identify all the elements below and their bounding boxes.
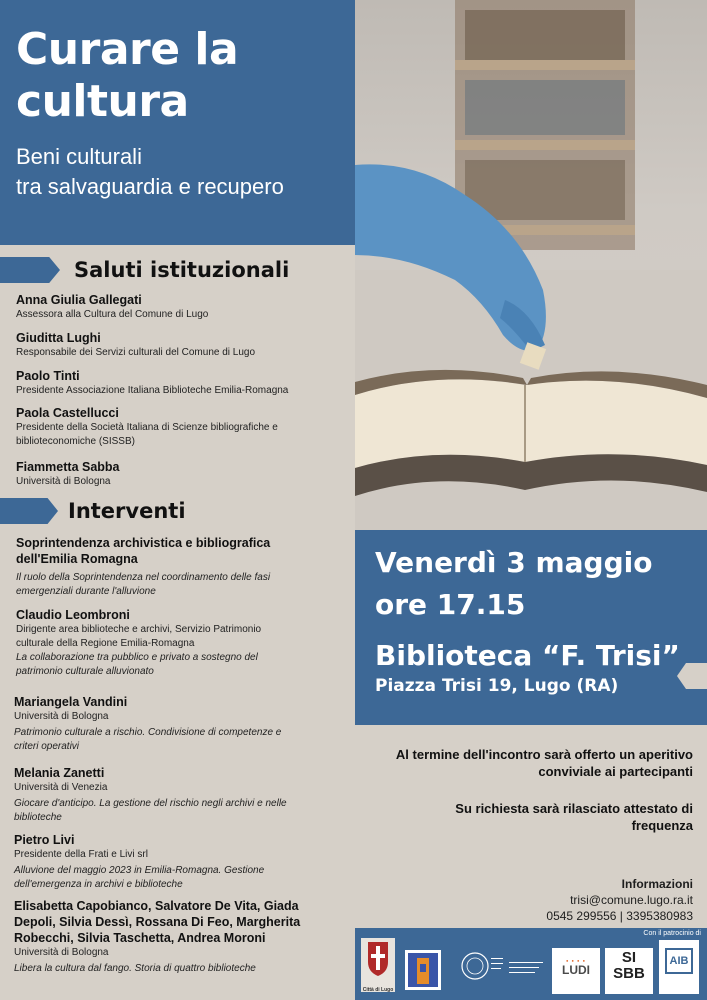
tower-icon bbox=[405, 950, 441, 990]
interventi-header: Interventi bbox=[0, 498, 300, 526]
department-text-icon bbox=[507, 950, 547, 990]
intervento-item: Melania Zanetti Università di Venezia Giocare d'anticipo. La gestione del rischio negli archivi e nelle biblioteche bbox=[14, 766, 287, 823]
saluti-person: Paola Castellucci Presidente della Società Italiana di Scienze bibliografiche e biblioteconomiche (SISSB) bbox=[16, 406, 278, 447]
book-photo bbox=[355, 0, 707, 530]
interventi-arrow-icon bbox=[0, 498, 58, 524]
intervento-item: Pietro Livi Presidente della Frati e Livi srl Alluvione del maggio 2023 in Emilia-Romagna. Gestione dell'emergenza in archivi e biblioteche bbox=[14, 833, 265, 890]
title-block bbox=[0, 0, 355, 245]
event-time: ore 17.15 bbox=[375, 588, 526, 621]
intervento-item: Mariangela Vandini Università di Bologna Patrimonio culturale a rischio. Condivisione di competenze e criteri operativi bbox=[14, 695, 282, 752]
tower-logo bbox=[405, 950, 441, 990]
note-attestato: Su richiesta sarà rilasciato attestato di frequenza bbox=[455, 801, 693, 833]
main-title: Curare la cultura bbox=[16, 24, 239, 127]
saluti-person: Paolo Tinti Presidente Associazione Italiana Biblioteche Emilia-Romagna bbox=[16, 369, 289, 396]
lugo-crest-icon bbox=[361, 938, 395, 982]
aib-logo: AIB bbox=[659, 940, 699, 994]
patrocinio-label: Con il patrocinio di bbox=[643, 930, 701, 937]
intervento-item: Soprintendenza archivistica e bibliografica dell'Emilia Romagna Il ruolo della Soprintendenza nel coordinamento delle fasi emergenziali durante l'alluvione bbox=[16, 536, 271, 597]
info-phones: 0545 299556 | 3395380983 bbox=[546, 909, 693, 923]
event-date: Venerdì 3 maggio bbox=[375, 546, 653, 579]
saluti-header: Saluti istituzionali bbox=[0, 257, 300, 285]
intervento-item: Claudio Leombroni Dirigente area biblioteche e archivi, Servizio Patrimonio culturale della Regione Emilia-Romagna La collaborazione tra pubblico e privato a sostegno del patrimonio culturale alluvionato bbox=[16, 608, 262, 677]
saluti-arrow-icon bbox=[0, 257, 60, 283]
saluti-person: Giuditta Lughi Responsabile dei Servizi culturali del Comune di Lugo bbox=[16, 331, 256, 358]
event-address: Piazza Trisi 19, Lugo (RA) bbox=[375, 676, 619, 696]
ludi-logo: ● ● ● ● LUDI bbox=[552, 948, 600, 994]
event-box bbox=[355, 530, 707, 725]
saluti-person: Fiammetta Sabba Università di Bologna bbox=[16, 460, 120, 487]
book-illustration bbox=[355, 0, 707, 530]
department-logo bbox=[507, 950, 547, 990]
subtitle: Beni culturali tra salvaguardia e recupero bbox=[16, 144, 284, 199]
info-heading: Informazioni bbox=[621, 877, 693, 891]
info-block bbox=[546, 876, 693, 924]
saluti-person: Anna Giulia Gallegati Assessora alla Cultura del Comune di Lugo bbox=[16, 293, 209, 320]
sissb-logo: SI SBB bbox=[605, 948, 653, 994]
logo-band bbox=[355, 928, 707, 1000]
info-email[interactable]: trisi@comune.lugo.ra.it bbox=[570, 893, 693, 907]
unibo-logo bbox=[459, 950, 505, 990]
lugo-logo: Città di Lugo bbox=[361, 938, 395, 992]
unibo-seal-icon bbox=[459, 950, 505, 990]
event-venue: Biblioteca “F. Trisi” bbox=[375, 639, 680, 672]
intervento-item: Elisabetta Capobianco, Salvatore De Vita, Giada Depoli, Silvia Dessì, Rossana Di Feo, Margherita Robecchi, Silvia Taschetta, Andrea Moroni Università di Bologna Libera la cultura dal fango. Storia di quattro biblioteche bbox=[14, 899, 301, 974]
note-aperitivo: Al termine dell'incontro sarà offerto un aperitivo conviviale ai partecipanti bbox=[395, 747, 693, 779]
